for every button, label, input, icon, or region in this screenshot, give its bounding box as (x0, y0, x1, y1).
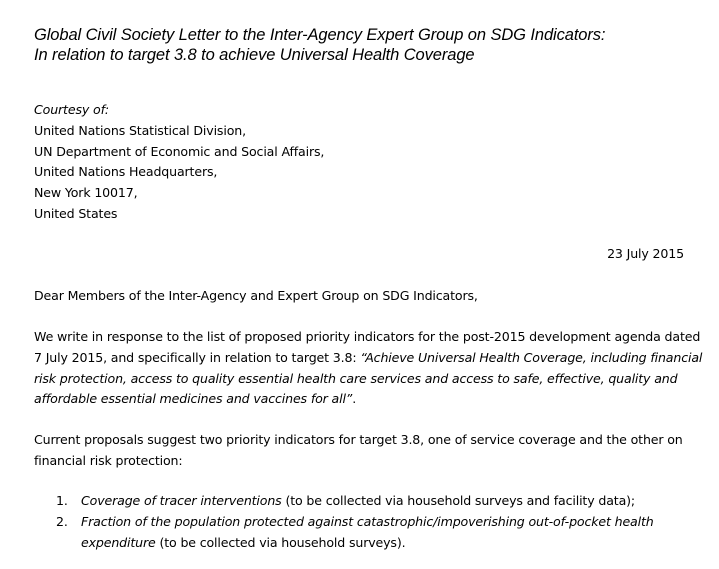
address-line: New York 10017, (34, 185, 138, 201)
address-line: UN Department of Economic and Social Affairs, (34, 143, 325, 159)
paragraph-text: 7 July 2015, and specifically in relation to target 3.8: (34, 349, 361, 365)
paragraph-line: We write in response to the list of proposed priority indicators for the post-2015 development agenda dated (34, 329, 701, 344)
address-line: United States (34, 205, 118, 221)
address-line: United Nations Headquarters, (34, 164, 218, 180)
indicator-name: expenditure (81, 534, 156, 550)
title-line-1: Global Civil Society Letter to the Inter-Agency Expert Group on SDG Indicators: (34, 26, 606, 44)
address-line: United Nations Statistical Division, (34, 122, 246, 138)
list-item-text (81, 512, 696, 533)
letter-date: 23 July 2015 (607, 246, 684, 261)
indicator-note: (to be collected via household surveys). (155, 534, 406, 550)
title-line-2: In relation to target 3.8 to achieve Universal Health Coverage (34, 46, 475, 64)
paragraph-text: . (352, 391, 357, 407)
paragraph-line: financial risk protection: (34, 452, 183, 468)
paragraph-line (34, 369, 694, 390)
target-quote: affordable essential medicines and vaccines for all” (34, 391, 353, 407)
list-number: 1. (56, 493, 68, 508)
indicator-list (56, 491, 696, 553)
paragraph-proposals (34, 430, 694, 472)
target-quote: risk protection, access to quality essential health care services and access to safe, effective, quality and (34, 370, 678, 386)
courtesy-label: Courtesy of: (34, 102, 109, 117)
recipient-address (34, 100, 324, 225)
list-item (56, 491, 696, 512)
paragraph-intro (34, 327, 703, 410)
paragraph-line (34, 348, 703, 369)
paragraph-line (34, 389, 694, 410)
target-quote: “Achieve Universal Health Coverage, including financial (360, 349, 703, 365)
list-item-text (81, 491, 696, 512)
paragraph-line: Current proposals suggest two priority indicators for target 3.8, one of service coverage and the other on (34, 432, 683, 447)
letter-title (34, 25, 605, 65)
list-item-text (81, 533, 696, 554)
list-item (56, 512, 696, 554)
indicator-note: (to be collected via household surveys and facility data); (281, 493, 635, 508)
list-number: 2. (56, 513, 68, 529)
indicator-name: Coverage of tracer interventions (81, 493, 282, 508)
salutation: Dear Members of the Inter-Agency and Expert Group on SDG Indicators, (34, 288, 478, 303)
indicator-name: Fraction of the population protected against catastrophic/impoverishing out-of-pocket health (81, 513, 654, 529)
